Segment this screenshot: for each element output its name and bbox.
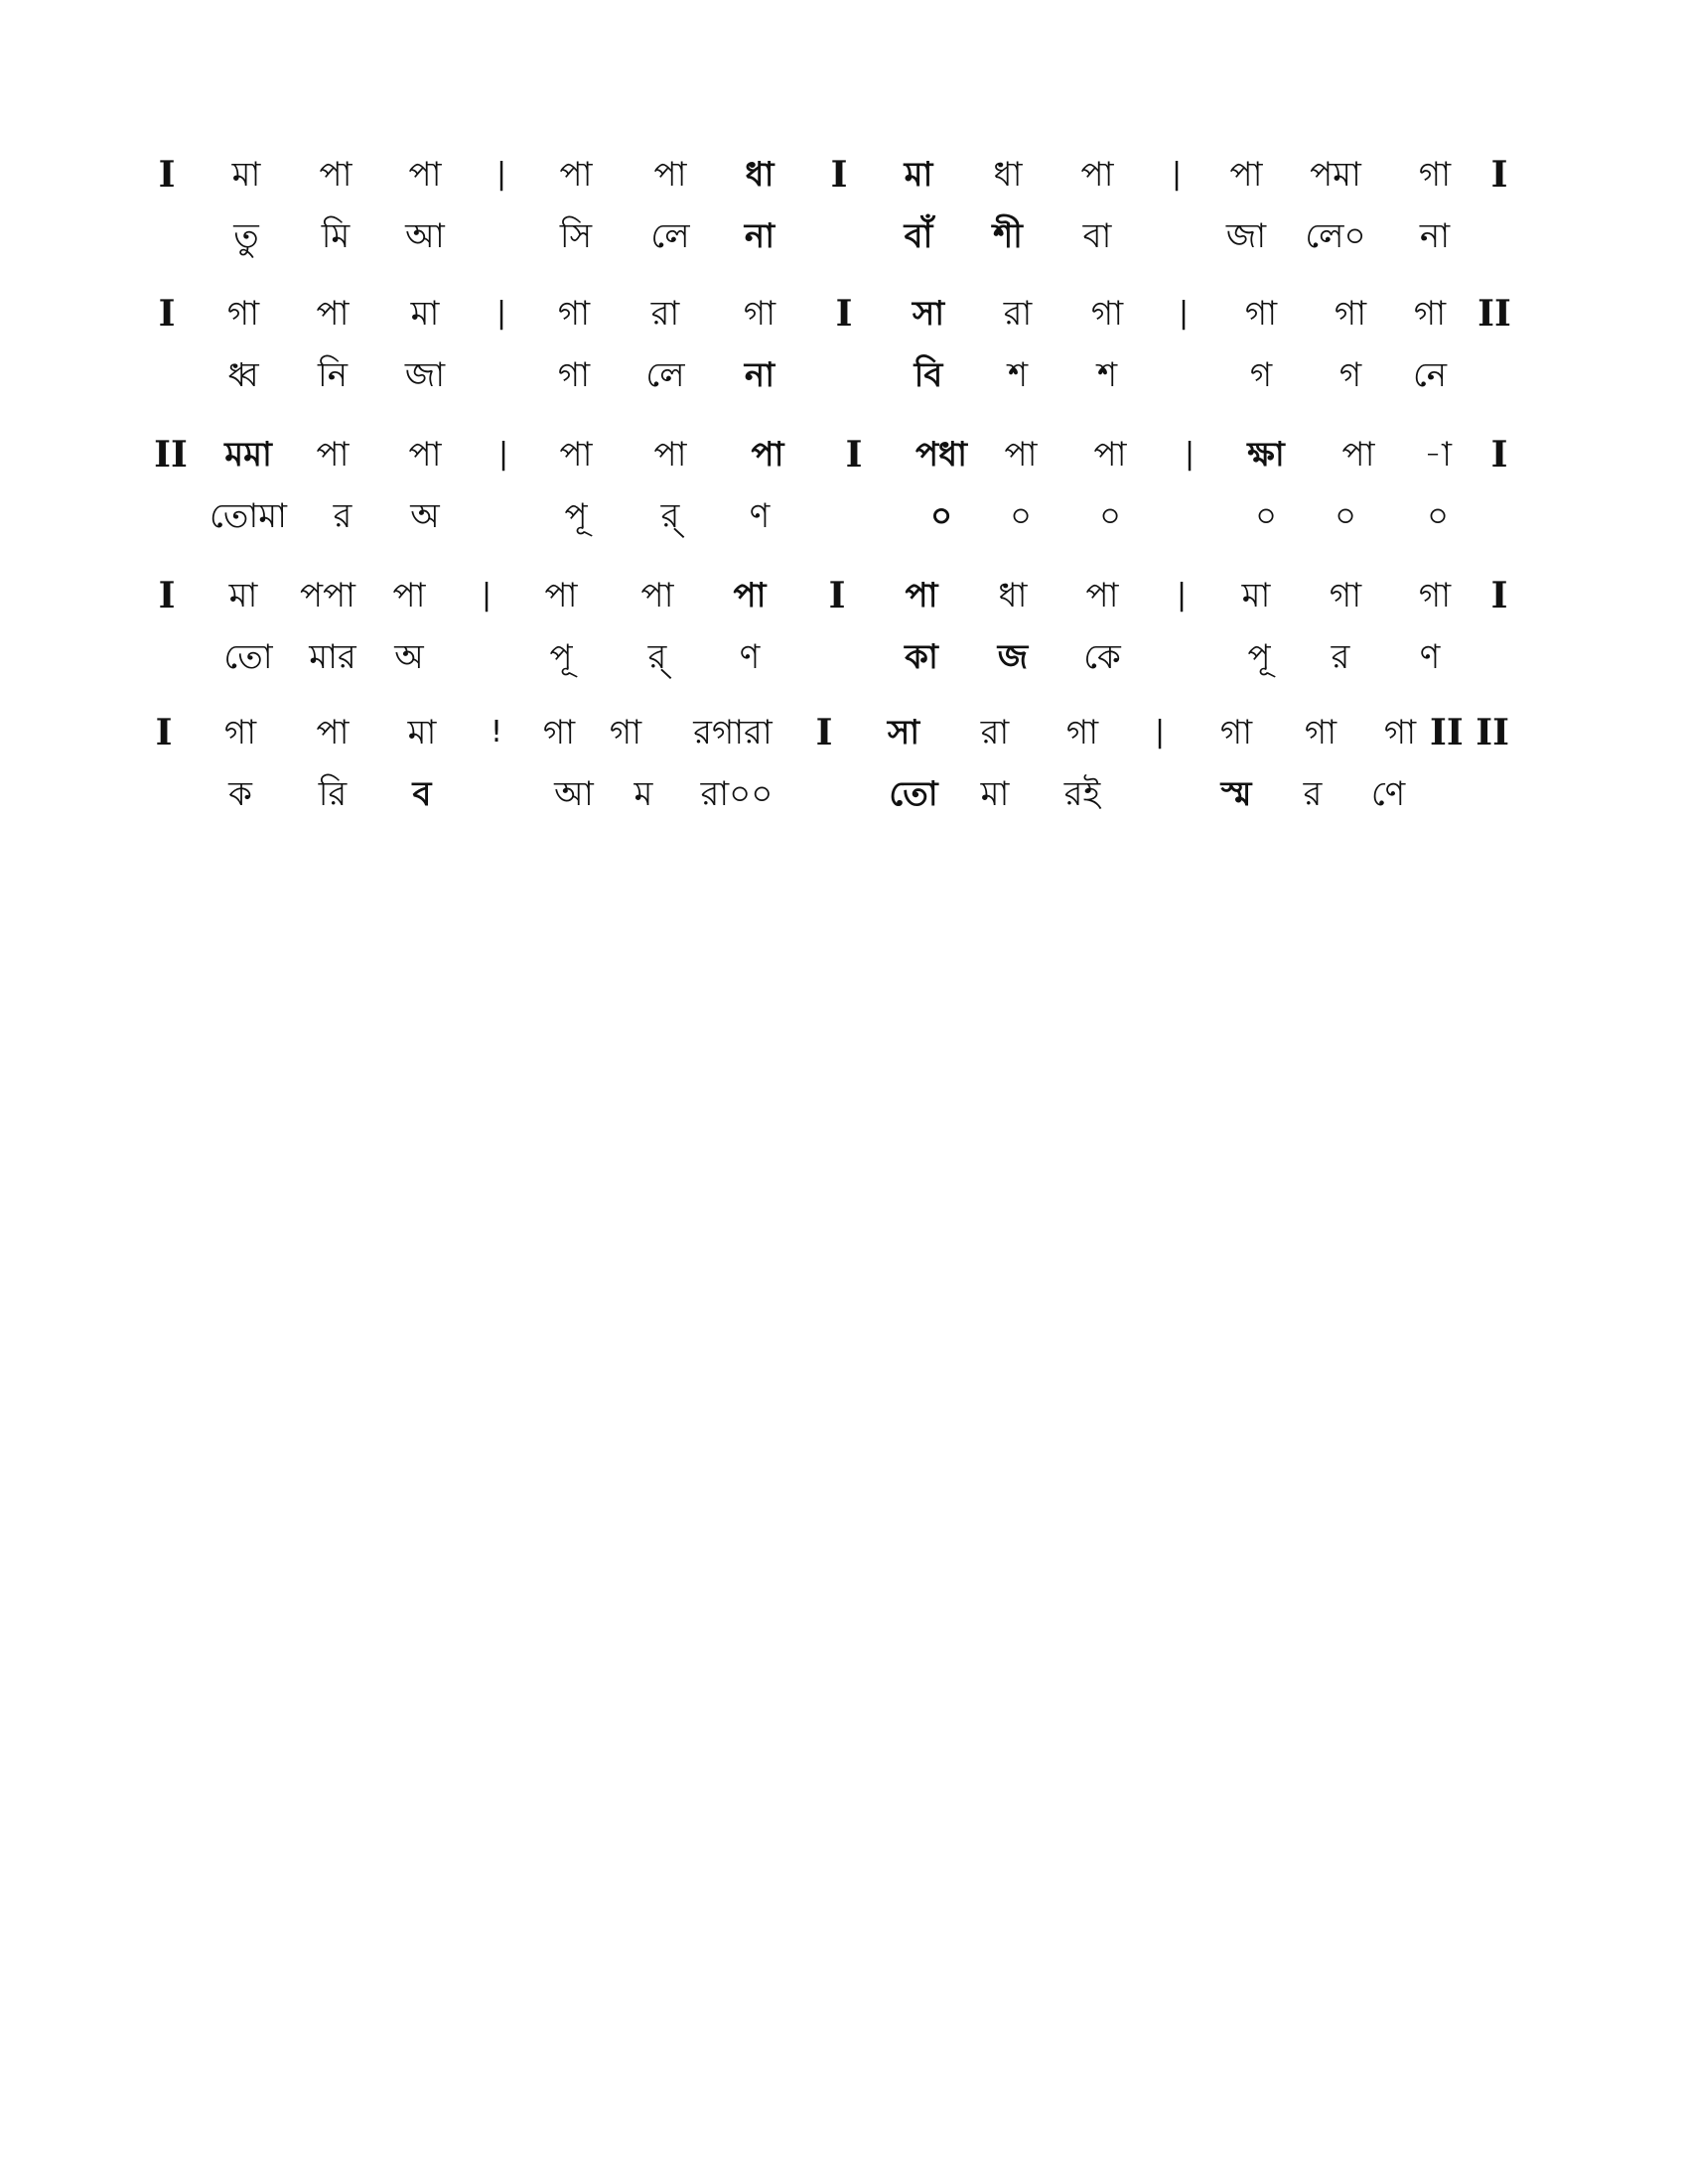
swara-line: [0, 286, 1688, 341]
lyric-syllable: মার: [309, 637, 356, 677]
swara-note: পমা: [1310, 155, 1361, 195]
swara-note: গা: [609, 713, 642, 752]
swara-note: পা: [559, 155, 593, 195]
swara-note: ধা: [993, 155, 1023, 195]
swara-note: পা: [733, 576, 767, 615]
bar-line: II: [1477, 293, 1511, 335]
lyric-syllable: অ: [394, 637, 424, 677]
swara-note: গা: [743, 294, 776, 334]
swara-note: রা: [650, 294, 680, 334]
swara-note: রা: [980, 713, 1010, 752]
swara-note: মমা: [224, 435, 272, 475]
swara-note: মা: [407, 713, 437, 752]
lyric-line: [0, 208, 1688, 264]
beat-divider: |: [495, 296, 507, 331]
lyric-syllable: আ: [554, 774, 594, 814]
lyric-syllable: রই: [1063, 774, 1101, 814]
swara-note: সা: [912, 294, 945, 334]
bar-line: I: [1490, 434, 1508, 476]
lyric-syllable: লে: [645, 355, 685, 395]
beat-divider: |: [1154, 715, 1166, 750]
lyric-syllable: গ: [1249, 355, 1273, 395]
lyric-syllable: আ: [405, 216, 445, 256]
swara-note: গা: [1244, 294, 1278, 334]
lyric-syllable: লে: [650, 216, 690, 256]
swara-note: রা: [1003, 294, 1033, 334]
bar-line: I: [845, 434, 863, 476]
swara-note: পা: [653, 155, 687, 195]
swara-note: গা: [1383, 713, 1417, 752]
swara-note: পা: [319, 155, 352, 195]
lyric-syllable: শ: [1096, 355, 1118, 395]
swara-note: গা: [1219, 713, 1253, 752]
swara-line: [0, 427, 1688, 482]
lyric-syllable: রি: [318, 774, 348, 814]
swara-note: সা: [887, 713, 920, 752]
lyric-syllable: নে: [1412, 355, 1448, 395]
lyric-syllable: ০: [1009, 496, 1033, 536]
bar-line: I: [158, 154, 176, 196]
swara-note: গা: [226, 294, 260, 334]
swara-note: গা: [1329, 576, 1362, 615]
lyric-syllable: কে: [1083, 637, 1121, 677]
lyric-syllable: জা: [404, 355, 446, 395]
lyric-syllable: জা: [1225, 216, 1267, 256]
lyric-line: [0, 766, 1688, 822]
notation-row-3: [0, 427, 1688, 566]
bar-line: I: [1490, 154, 1508, 196]
lyric-syllable: ০: [1254, 496, 1278, 536]
lyric-syllable: না: [1419, 216, 1451, 256]
swara-note: মা: [1241, 576, 1271, 615]
lyric-syllable: কা: [905, 637, 938, 677]
swara-note: পা: [751, 435, 784, 475]
lyric-syllable: ০: [929, 496, 953, 536]
bar-line: I: [835, 293, 853, 335]
lyric-syllable: বি: [914, 355, 943, 395]
swara-note: গা: [1304, 713, 1337, 752]
swara-note: গা: [223, 713, 257, 752]
lyric-syllable: জ: [997, 637, 1029, 677]
lyric-line: [0, 488, 1688, 544]
lyric-syllable: শী: [993, 216, 1023, 256]
swara-note: পা: [1341, 435, 1375, 475]
swara-note: পা: [316, 294, 350, 334]
lyric-line: [0, 347, 1688, 403]
swara-note: গা: [542, 713, 576, 752]
lyric-syllable: নি: [317, 355, 349, 395]
swara-note: গা: [1418, 155, 1452, 195]
lyric-syllable: মা: [980, 774, 1010, 814]
lyric-syllable: ণে: [1370, 774, 1406, 814]
swara-note: পা: [316, 435, 350, 475]
lyric-syllable: ণ: [749, 496, 771, 536]
bar-line: I: [1490, 575, 1508, 616]
bar-line: II: [154, 434, 188, 476]
swara-note: পা: [408, 435, 442, 475]
swara-note: -া: [1424, 435, 1452, 475]
swara-note: পপা: [299, 576, 356, 615]
lyric-syllable: ব: [412, 774, 432, 814]
swara-note: পা: [544, 576, 578, 615]
swara-line: [0, 568, 1688, 623]
beat-divider: !: [490, 715, 503, 750]
lyric-syllable: ণ: [1419, 637, 1441, 677]
swara-note: গা: [557, 294, 591, 334]
swara-note: গা: [1334, 294, 1367, 334]
lyric-syllable: ০: [1334, 496, 1357, 536]
beat-divider: |: [497, 437, 509, 472]
lyric-syllable: তো: [223, 637, 273, 677]
lyric-syllable: স্ম: [1220, 774, 1252, 814]
lyric-syllable: র: [1303, 774, 1323, 814]
swara-note: মা: [410, 294, 440, 334]
swara-note: পা: [905, 576, 938, 615]
lyric-syllable: পূ: [564, 496, 588, 536]
lyric-syllable: ০: [1098, 496, 1122, 536]
swara-note: পধা: [915, 435, 967, 475]
lyric-syllable: মি: [321, 216, 351, 256]
lyric-syllable: র্: [647, 637, 667, 677]
lyric-syllable: গা: [557, 355, 591, 395]
bar-line: I: [828, 575, 846, 616]
notation-row-1: [0, 147, 1688, 286]
lyric-syllable: সি: [559, 216, 593, 256]
swara-note: গা: [1090, 294, 1124, 334]
swara-line: [0, 705, 1688, 760]
swara-note: মা: [904, 155, 933, 195]
lyric-line: [0, 629, 1688, 685]
swara-note: গা: [1418, 576, 1452, 615]
lyric-syllable: ধ্ব: [227, 355, 259, 395]
lyric-syllable: না: [744, 355, 775, 395]
swara-note: ধা: [745, 155, 774, 195]
swara-note: পা: [1229, 155, 1263, 195]
bar-line: I: [815, 712, 833, 753]
bar-line: I: [155, 712, 173, 753]
swara-note: পা: [653, 435, 687, 475]
swara-note: গা: [1065, 713, 1099, 752]
swara-note: মা: [231, 155, 261, 195]
swara-note: পা: [1004, 435, 1038, 475]
lyric-syllable: গ: [1338, 355, 1362, 395]
bar-line: I: [830, 154, 848, 196]
lyric-syllable: না: [744, 216, 775, 256]
lyric-syllable: র: [1331, 637, 1350, 677]
beat-divider: |: [495, 157, 507, 192]
lyric-syllable: বাঁ: [904, 216, 933, 256]
swara-note: পা: [640, 576, 674, 615]
lyric-syllable: শ: [1007, 355, 1029, 395]
bar-line: I: [158, 575, 176, 616]
lyric-syllable: পূ: [1247, 637, 1271, 677]
lyric-syllable: রা০০: [700, 774, 774, 814]
lyric-syllable: র: [333, 496, 352, 536]
lyric-syllable: র্: [660, 496, 680, 536]
lyric-syllable: তু: [233, 216, 259, 256]
swara-note: পা: [559, 435, 593, 475]
lyric-syllable: অ: [410, 496, 440, 536]
swara-note: গা: [1413, 294, 1447, 334]
swara-note: পা: [1085, 576, 1119, 615]
notation-row-5: [0, 705, 1688, 844]
beat-divider: |: [1176, 578, 1188, 613]
lyric-syllable: ০: [1426, 496, 1450, 536]
swara-note: ধা: [998, 576, 1028, 615]
lyric-syllable: বা: [1082, 216, 1112, 256]
notation-row-4: [0, 568, 1688, 707]
beat-divider: |: [1178, 296, 1190, 331]
swara-line: [0, 147, 1688, 203]
lyric-syllable: তোমা: [210, 496, 287, 536]
beat-divider: |: [1184, 437, 1196, 472]
swara-note: রগারা: [693, 713, 773, 752]
bar-line: II II: [1430, 712, 1509, 753]
swara-note: পা: [408, 155, 442, 195]
swara-note: মা: [228, 576, 258, 615]
beat-divider: |: [481, 578, 492, 613]
swara-note: ক্ষা: [1247, 435, 1285, 475]
lyric-syllable: লে০: [1305, 216, 1366, 256]
swara-note: পা: [316, 713, 350, 752]
bar-line: I: [158, 293, 176, 335]
swara-note: পা: [1080, 155, 1114, 195]
swara-note: পা: [392, 576, 426, 615]
swara-note: পা: [1093, 435, 1127, 475]
lyric-syllable: পূ: [549, 637, 573, 677]
beat-divider: |: [1171, 157, 1183, 192]
notation-row-2: [0, 286, 1688, 425]
lyric-syllable: তো: [889, 774, 938, 814]
lyric-syllable: ক: [228, 774, 252, 814]
lyric-syllable: ম: [633, 774, 653, 814]
lyric-syllable: ণ: [739, 637, 761, 677]
